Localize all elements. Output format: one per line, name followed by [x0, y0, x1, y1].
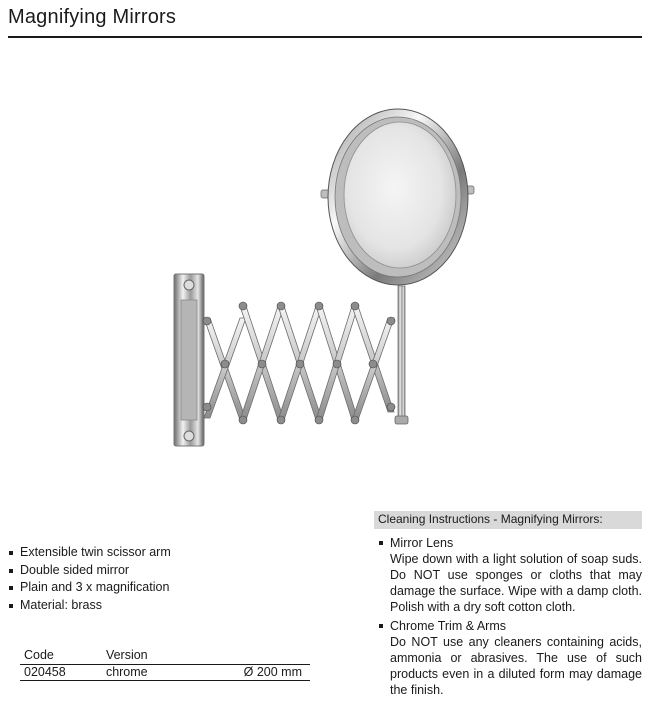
col-version-header: Version — [102, 648, 184, 665]
table-header-row — [20, 648, 310, 665]
cell-code: 020458 — [20, 665, 102, 681]
feature-item: Double sided mirror — [8, 562, 171, 580]
feature-item: Plain and 3 x magnification — [8, 579, 171, 597]
spec-table — [20, 648, 310, 681]
cleaning-item-title: Mirror Lens — [390, 536, 454, 550]
feature-item: Extensible twin scissor arm — [8, 544, 171, 562]
cell-version: chrome — [102, 665, 184, 681]
cleaning-item-title: Chrome Trim & Arms — [390, 619, 506, 633]
magnifying-mirror-product-icon — [168, 100, 488, 450]
cleaning-instructions — [374, 511, 642, 701]
cleaning-item-text: Do NOT use any cleaners containing acids, ammonia or abrasives. The use of such products even in a diluted form may damage the finish. — [390, 635, 642, 697]
feature-list — [8, 544, 171, 614]
page-title: Magnifying Mirrors — [8, 6, 177, 28]
cleaning-list — [374, 535, 642, 698]
title-divider — [8, 36, 642, 38]
table-row — [20, 665, 310, 681]
cleaning-item-chrome-trim — [374, 618, 642, 698]
cleaning-item-text: Wipe down with a light solution of soap suds. Do NOT use sponges or cloths that may damage the surface. Wipe with a damp cloth. Polish with a dry soft cotton cloth. — [390, 552, 642, 614]
cleaning-item-mirror-lens — [374, 535, 642, 615]
cleaning-header: Cleaning Instructions - Magnifying Mirrors: — [374, 511, 642, 529]
col-code-header: Code — [20, 648, 102, 665]
cell-size: Ø 200 mm — [184, 665, 310, 681]
col-size-header — [184, 648, 310, 665]
feature-item: Material: brass — [8, 597, 171, 615]
